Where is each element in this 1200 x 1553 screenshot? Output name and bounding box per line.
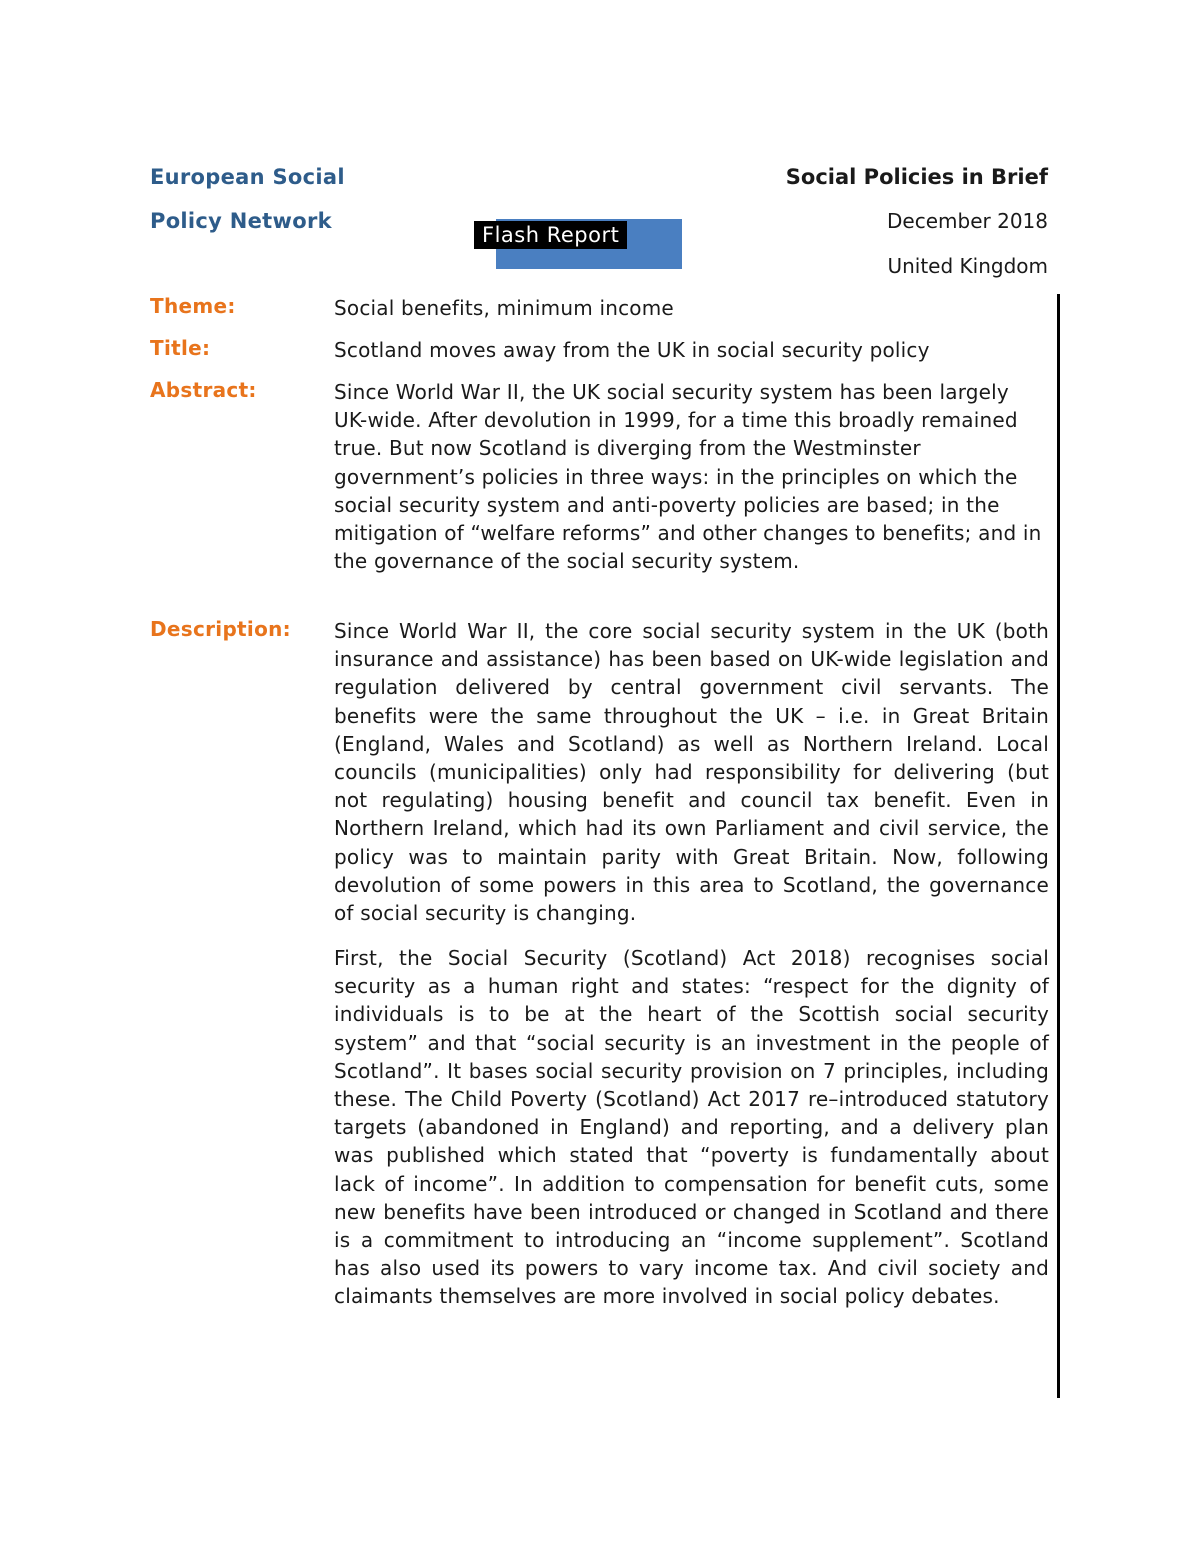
description-label: Description: bbox=[150, 617, 291, 641]
theme-value: Social benefits, minimum income bbox=[334, 296, 674, 320]
report-date: December 2018 bbox=[887, 209, 1048, 233]
org-name-line2: Policy Network bbox=[150, 209, 332, 233]
report-country: United Kingdom bbox=[887, 254, 1048, 278]
description-paragraph-2: First, the Social Security (Scotland) Act 2018) recognises social security as a human right and states: “respect for the dignity of individuals is to be at the heart of the Scottish social security system” and that “social security is an investment in the people of Scotland”. It bases social security provision on 7 principles, including these. The Child Poverty (Scotland) Act 2017 re–introduced statutory targets (abandoned in England) and reporting, and a delivery plan was published which stated that “poverty is fundamentally about lack of income”. In addition to compensation for benefit cuts, some new benefits have been introduced or changed in Scotland and there is a commitment to introducing an “income supplement”. Scotland has also used its powers to vary income tax. And civil society and claimants themselves are more involved in social policy debates. bbox=[334, 946, 1049, 1309]
title-value: Scotland moves away from the UK in social security policy bbox=[334, 338, 930, 362]
abstract-label: Abstract: bbox=[150, 378, 257, 402]
org-name-line1: European Social bbox=[150, 165, 345, 189]
flash-report-badge: Flash Report bbox=[474, 221, 627, 249]
theme-label: Theme: bbox=[150, 294, 236, 318]
title-label: Title: bbox=[150, 336, 211, 360]
margin-rule bbox=[1057, 294, 1060, 1398]
series-title: Social Policies in Brief bbox=[785, 165, 1048, 189]
abstract-text: Since World War II, the UK social security system has been largely UK-wide. After devolution in 1999, for a time this broadly remained true. But now Scotland is diverging from the Westminster government’s policies in three ways: in the principles on which the social security system and anti-poverty policies are based; in the mitigation of “welfare reforms” and other changes to benefits; and in the governance of the social security system. bbox=[334, 380, 1042, 574]
description-paragraph-1: Since World War II, the core social security system in the UK (both insurance and assistance) has been based on UK-wide legislation and regulation delivered by central government civil servants. The benefits were the same throughout the UK – i.e. in Great Britain (England, Wales and Scotland) as well as Northern Ireland. Local councils (municipalities) only had responsibility for delivering (but not regulating) housing benefit and council tax benefit. Even in Northern Ireland, which had its own Parliament and civil service, the policy was to maintain parity with Great Britain. Now, following devolution of some powers in this area to Scotland, the governance of social security is changing. bbox=[334, 619, 1049, 926]
